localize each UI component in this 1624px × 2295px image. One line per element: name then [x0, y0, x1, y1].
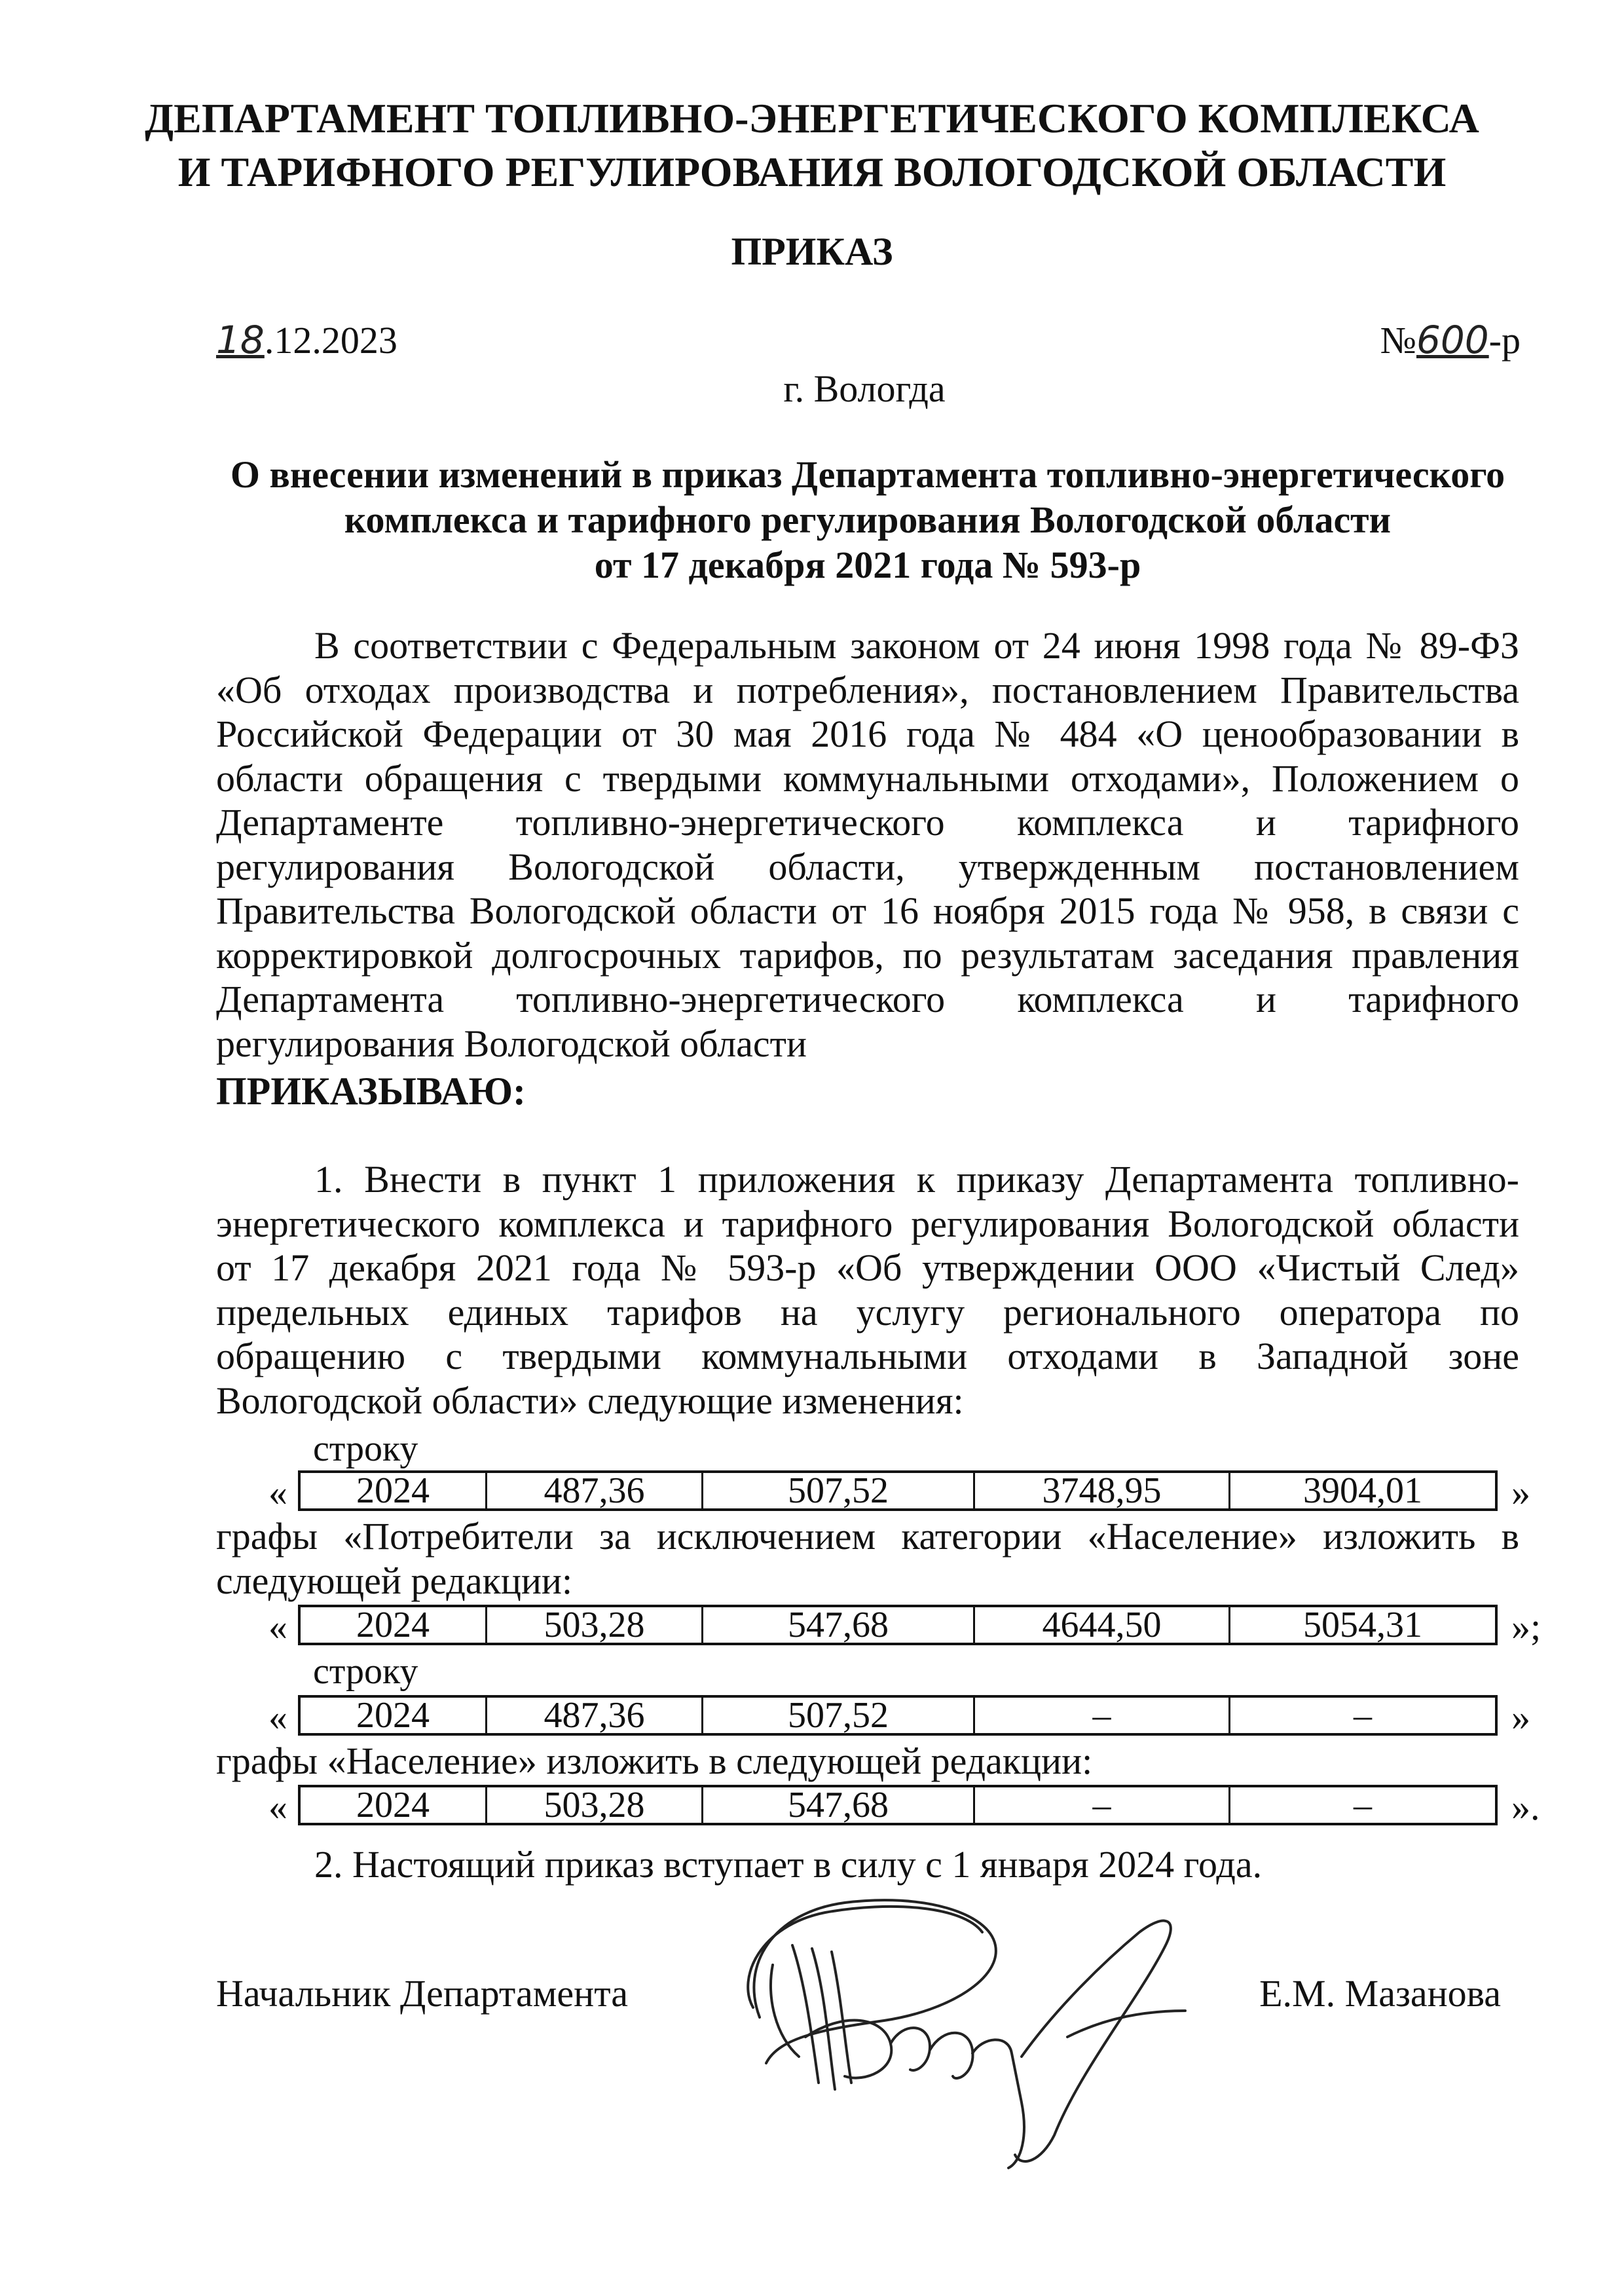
item-1-line: энергетического комплекса и тарифного регулирования Вологодской области: [216, 1202, 1519, 1245]
order-date: [216, 318, 397, 362]
preamble-line: Департаменте топливно-энергетического комплекса и тарифного: [216, 801, 1519, 844]
graphs-text-2: [216, 1739, 1519, 1783]
preamble-line: Российской Федерации от 30 мая 2016 года № 484 «О ценообразовании в: [216, 713, 1519, 755]
preamble-line: «Об отходах производства и потребления», постановлением Правительства: [216, 668, 1519, 711]
table-cell: 547,68: [703, 1787, 975, 1823]
number-suffix: -р: [1488, 319, 1521, 362]
item-1-line: от 17 декабря 2021 года № 593-р «Об утверждении ООО «Чистый След»: [216, 1246, 1519, 1289]
preamble-line: В соответствии с Федеральным законом от 24 июня 1998 года № 89-ФЗ: [314, 624, 1519, 667]
table-cell: 2024: [301, 1787, 487, 1823]
table-cell: 2024: [301, 1698, 487, 1733]
table-cell: –: [975, 1787, 1230, 1823]
number-value-handwritten: 600: [1416, 318, 1489, 362]
open-quote-3: «: [268, 1696, 287, 1738]
graphs-text-1: [216, 1514, 1519, 1603]
preamble-line: регулирования Вологодской области, утвержденным постановлением: [216, 845, 1519, 888]
graphs-text-line: графы «Потребители за исключением категории «Население» изложить в: [216, 1515, 1519, 1558]
department-header: [0, 92, 1624, 199]
close-quote-3: »: [1511, 1696, 1530, 1738]
table-cell: 5054,31: [1303, 1605, 1422, 1645]
handwritten-signature: [714, 1886, 1238, 2174]
preamble-line: корректировкой долгосрочных тарифов, по результатам заседания правления: [216, 933, 1519, 977]
table-cell: 2024: [301, 1607, 487, 1643]
item-1-line: Вологодской области» следующие изменения:: [216, 1379, 964, 1422]
preamble-line: регулирования Вологодской области: [216, 1022, 807, 1065]
table-cell: –: [1354, 1785, 1372, 1825]
subject-line-3: от 17 декабря 2021 года № 593-р: [594, 544, 1141, 586]
close-quote-2: »;: [1511, 1605, 1541, 1648]
order-word: ПРИКАЗЫВАЮ:: [216, 1070, 526, 1113]
department-line-2: И ТАРИФНОГО РЕГУЛИРОВАНИЯ ВОЛОГОДСКОЙ ОБЛАСТИ: [177, 149, 1447, 195]
item-1-paragraph: [216, 1157, 1519, 1423]
item-1-line: 1. Внести в пункт 1 приложения к приказу Департамента топливно-: [314, 1158, 1519, 1201]
department-line-1: ДЕПАРТАМЕНТ ТОПЛИВНО-ЭНЕРГЕТИЧЕСКОГО КОМПЛЕКСА: [145, 95, 1479, 141]
number-prefix: №: [1380, 319, 1416, 362]
table-cell: 507,52: [703, 1473, 975, 1508]
open-quote-1: «: [268, 1471, 287, 1514]
document-type: ПРИКАЗ: [731, 230, 893, 273]
label-row-2: строку: [313, 1651, 418, 1692]
item-1-line: обращению с твердыми коммунальными отходами в Западной зоне: [216, 1335, 1519, 1377]
tariff-table-row-3: [298, 1695, 1498, 1736]
table-cell: –: [975, 1698, 1230, 1733]
preamble-line: Департамента топливно-энергетического комплекса и тарифного: [216, 978, 1519, 1020]
graphs-text-line: графы «Население» изложить в следующей редакции:: [216, 1740, 1093, 1782]
preamble-line: области обращения с твердыми коммунальными отходами», Положением о: [216, 756, 1519, 800]
subject-heading: [0, 452, 1624, 588]
close-quote-1: »: [1511, 1471, 1530, 1514]
table-cell: 503,28: [487, 1607, 703, 1643]
tariff-table-row-4: [298, 1785, 1498, 1825]
table-cell: 487,36: [487, 1473, 703, 1508]
order-number: [1380, 318, 1521, 362]
preamble-paragraph: [216, 624, 1519, 1066]
item-1-line: предельных единых тарифов на услугу регионального оператора по: [216, 1290, 1519, 1334]
label-row-1: строку: [313, 1428, 418, 1469]
date-rest: .12.2023: [264, 319, 397, 362]
date-day-handwritten: 18: [216, 318, 265, 362]
signatory-name: Е.М. Мазанова: [1259, 1972, 1501, 2015]
tariff-table-row-1: [298, 1470, 1498, 1511]
graphs-text-line: следующей редакции:: [216, 1559, 573, 1602]
preamble-line: Правительства Вологодской области от 16 ноября 2015 года № 958, в связи с: [216, 889, 1519, 932]
open-quote-2: «: [268, 1605, 287, 1648]
city: г. Вологда: [783, 367, 946, 410]
table-cell: 547,68: [703, 1607, 975, 1643]
table-cell: –: [1354, 1695, 1372, 1736]
item-2: 2. Настоящий приказ вступает в силу с 1 января 2024 года.: [314, 1843, 1263, 1886]
table-cell: 2024: [301, 1473, 487, 1508]
open-quote-4: «: [268, 1785, 287, 1828]
subject-line-1: О внесении изменений в приказ Департамента топливно-энергетического: [230, 453, 1505, 496]
table-cell: 503,28: [487, 1787, 703, 1823]
signatory-position: Начальник Департамента: [216, 1972, 628, 2015]
close-quote-4: ».: [1511, 1785, 1540, 1828]
table-cell: 507,52: [703, 1698, 975, 1733]
table-cell: 4644,50: [975, 1607, 1230, 1643]
subject-line-2: комплекса и тарифного регулирования Вологодской области: [344, 498, 1392, 541]
tariff-table-row-2: [298, 1605, 1498, 1645]
table-cell: 3748,95: [975, 1473, 1230, 1508]
table-cell: 3904,01: [1303, 1470, 1422, 1511]
table-cell: 487,36: [487, 1698, 703, 1733]
